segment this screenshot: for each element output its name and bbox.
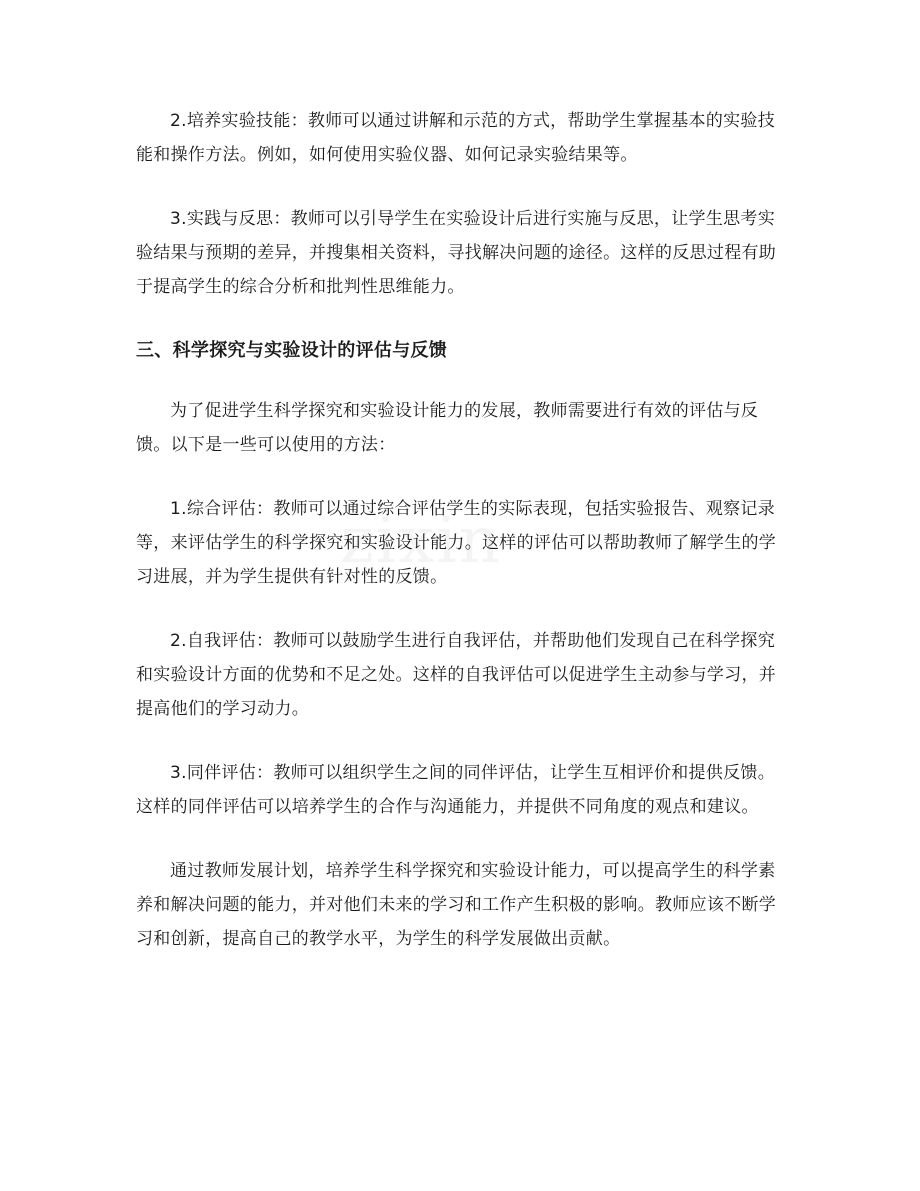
paragraph-comprehensive-evaluation: 1.综合评估：教师可以通过综合评估学生的实际表现，包括实验报告、观察记录等，来评估学生的科学探究和实验设计能力。这样的评估可以帮助教师了解学生的学习进展，并为学生提供有针对性的反馈。 xyxy=(136,499,777,587)
paragraph-self-evaluation: 2.自我评估：教师可以鼓励学生进行自我评估，并帮助他们发现自己在科学探究和实验设计方面的优势和不足之处。这样的自我评估可以促进学生主动参与学习，并提高他们的学习动力。 xyxy=(136,631,777,719)
paragraph-peer-evaluation: 3.同伴评估：教师可以组织学生之间的同伴评估，让学生互相评价和提供反馈。这样的同伴评估可以培养学生的合作与沟通能力，并提供不同角度的观点和建议。 xyxy=(136,763,776,817)
paragraph-intro: 为了促进学生科学探究和实验设计能力的发展，教师需要进行有效的评估与反馈。以下是一些可以使用的方法： xyxy=(136,401,759,455)
paragraph-conclusion: 通过教师发展计划，培养学生科学探究和实验设计能力，可以提高学生的科学素养和解决问题的能力，并对他们未来的学习和工作产生积极的影响。教师应该不断学习和创新，提高自己的教学水平，为学生的科学发展做出贡献。 xyxy=(136,861,777,949)
paragraph-skill-training: 2.培养实验技能：教师可以通过讲解和示范的方式，帮助学生掌握基本的实验技能和操作方法。例如，如何使用实验仪器、如何记录实验结果等。 xyxy=(136,111,776,165)
paragraph-practice-reflection: 3.实践与反思：教师可以引导学生在实验设计后进行实施与反思，让学生思考实验结果与预期的差异，并搜集相关资料，寻找解决问题的途径。这样的反思过程有助于提高学生的综合分析和批判性思维能力。 xyxy=(136,209,777,297)
document-body xyxy=(136,104,786,986)
section-heading: 三、科学探究与实验设计的评估与反馈 xyxy=(136,340,448,361)
